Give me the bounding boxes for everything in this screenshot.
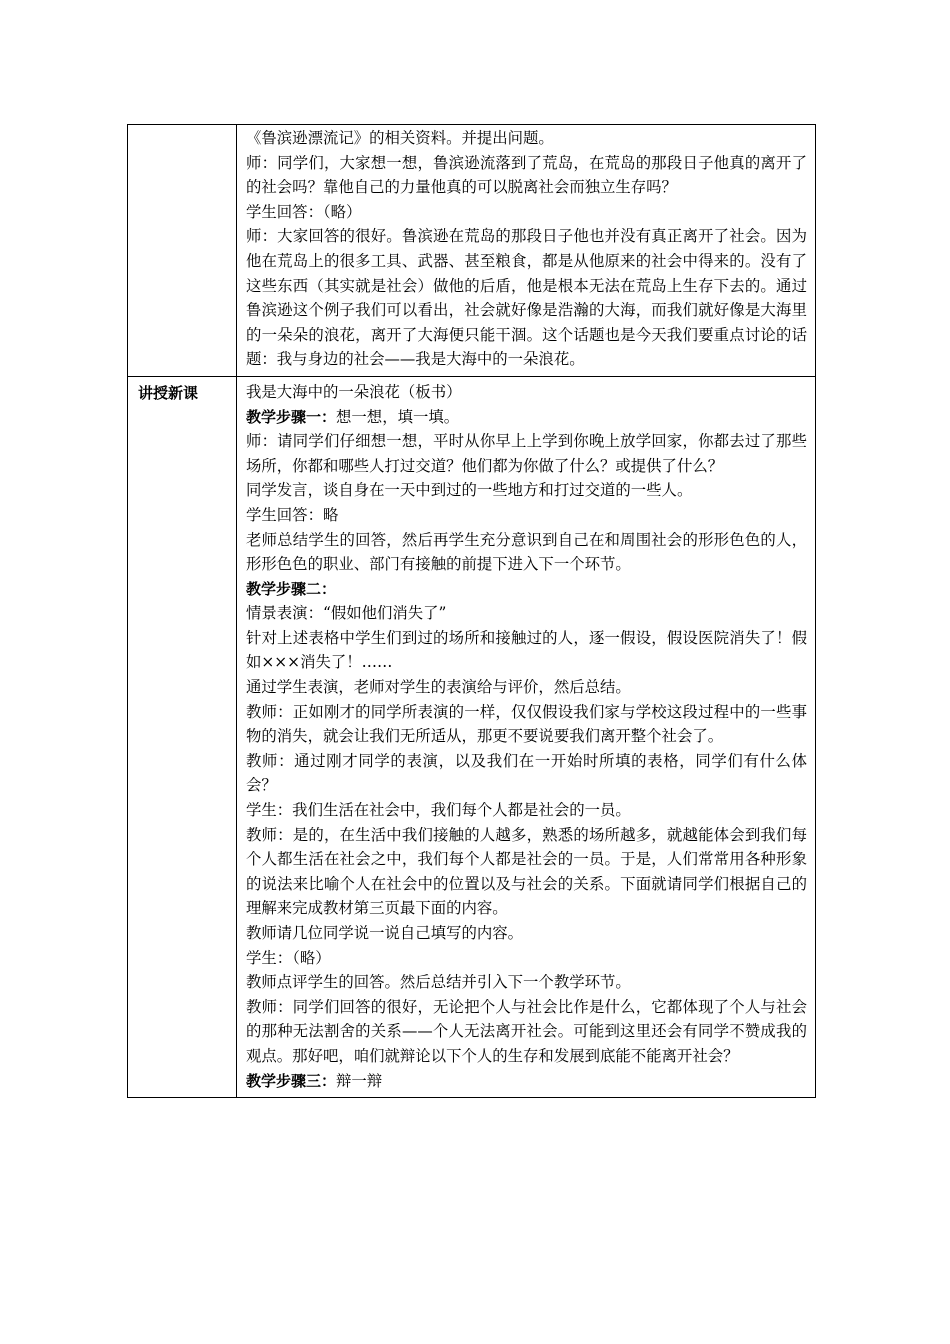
intro-label-cell — [128, 125, 237, 377]
lecture-paragraph: 教师点评学生的回答。然后总结并引入下一个教学环节。 — [246, 973, 631, 992]
lecture-paragraph: 教师：通过刚才同学的表演，以及我们在一开始时所填的表格，同学们有什么体会？ — [246, 751, 807, 795]
lecture-paragraph: 同学发言，谈自身在一天中到过的一些地方和打过交道的一些人。 — [246, 481, 693, 500]
step-title: 教学步骤三： — [246, 1071, 337, 1090]
lecture-paragraph: 学生回答：略 — [246, 505, 339, 524]
step-heading — [246, 405, 807, 430]
lecture-content-cell — [237, 376, 816, 1097]
lecture-row — [128, 376, 816, 1097]
lecture-paragraph: 教师请几位同学说一说自己填写的内容。 — [246, 924, 524, 942]
board-title: 我是大海中的一朵浪花（板书） — [246, 382, 462, 401]
step-title: 教学步骤一： — [246, 407, 337, 426]
lecture-label-cell: 讲授新课 — [128, 376, 237, 1097]
lecture-paragraph: 学生：（略） — [246, 948, 331, 967]
lesson-plan-table — [127, 124, 816, 1098]
step-title: 教学步骤二： — [246, 579, 337, 598]
intro-paragraph: 《鲁滨逊漂流记》的相关资料。并提出问题。 — [246, 129, 554, 147]
lecture-paragraph: 老师总结学生的回答，然后再学生充分意识到自己在和周围社会的形形色色的人，形形色色的职业、部门有接触的前提下进入下一个环节。 — [246, 530, 807, 574]
intro-paragraph: 师：同学们，大家想一想，鲁滨逊流落到了荒岛，在荒岛的那段日子他真的离开了的社会吗？靠他自己的力量他真的可以脱离社会而独立生存吗？ — [246, 153, 807, 197]
lecture-paragraph: 情景表演：“假如他们消失了” — [246, 604, 447, 623]
lecture-paragraph: 教师：是的，在生活中我们接触的人越多，熟悉的场所越多，就越能体会到我们每个人都生活在社会之中，我们每个人都是社会的一员。于是，人们常常用各种形象的说法来比喻个人在社会中的位置以及与社会的关系。下面就请同学们根据自己的理解来完成教材第三页最下面的内容。 — [246, 825, 807, 918]
intro-paragraph: 学生回答：（略） — [246, 202, 362, 221]
intro-content-cell — [237, 125, 816, 377]
lecture-paragraph: 教师：同学们回答的很好，无论把个人与社会比作是什么，它都体现了个人与社会的那种无法割舍的关系——个人无法离开社会。可能到这里还会有同学不赞成我的观点。那好吧，咱们就辩论以下个人的生存和发展到底能不能离开社会？ — [246, 997, 807, 1065]
step-text: 辩一辩 — [336, 1071, 383, 1090]
lecture-paragraph: 通过学生表演，老师对学生的表演给与评价，然后总结。 — [246, 678, 631, 697]
lecture-paragraph: 学生：我们生活在社会中，我们每个人都是社会的一员。 — [246, 801, 631, 820]
step-heading — [246, 1069, 807, 1094]
lecture-paragraph: 教师：正如刚才的同学所表演的一样，仅仅假设我们家与学校这段过程中的一些事物的消失，就会让我们无所适从，那更不要说要我们离开整个社会了。 — [246, 702, 807, 746]
lecture-paragraph: 师：请同学们仔细想一想，平时从你早上上学到你晚上放学回家，你都去过了那些场所，你都和哪些人打过交道？他们都为你做了什么？或提供了什么？ — [246, 432, 807, 475]
lecture-paragraph: 针对上述表格中学生们到过的场所和接触过的人，逐一假设，假设医院消失了！假如×××消失了！…… — [246, 628, 807, 672]
intro-paragraph: 师：大家回答的很好。鲁滨逊在荒岛的那段日子他也并没有真正离开了社会。因为他在荒岛上的很多工具、武器、甚至粮食，都是从他原来的社会中得来的。没有了这些东西（其实就是社会）做他的后盾，他是根本无法在荒岛上生存下去的。通过鲁滨逊这个例子我们可以看出，社会就好像是浩瀚的大海，而我们就好像是大海里的一朵朵的浪花，离开了大海便只能干涸。这个话题也是今天我们要重点讨论的话题：我与身边的社会——我是大海中的一朵浪花。 — [246, 227, 807, 369]
step-heading — [246, 577, 807, 602]
intro-row — [128, 125, 816, 377]
step-text: 想一想，填一填。 — [336, 407, 460, 426]
